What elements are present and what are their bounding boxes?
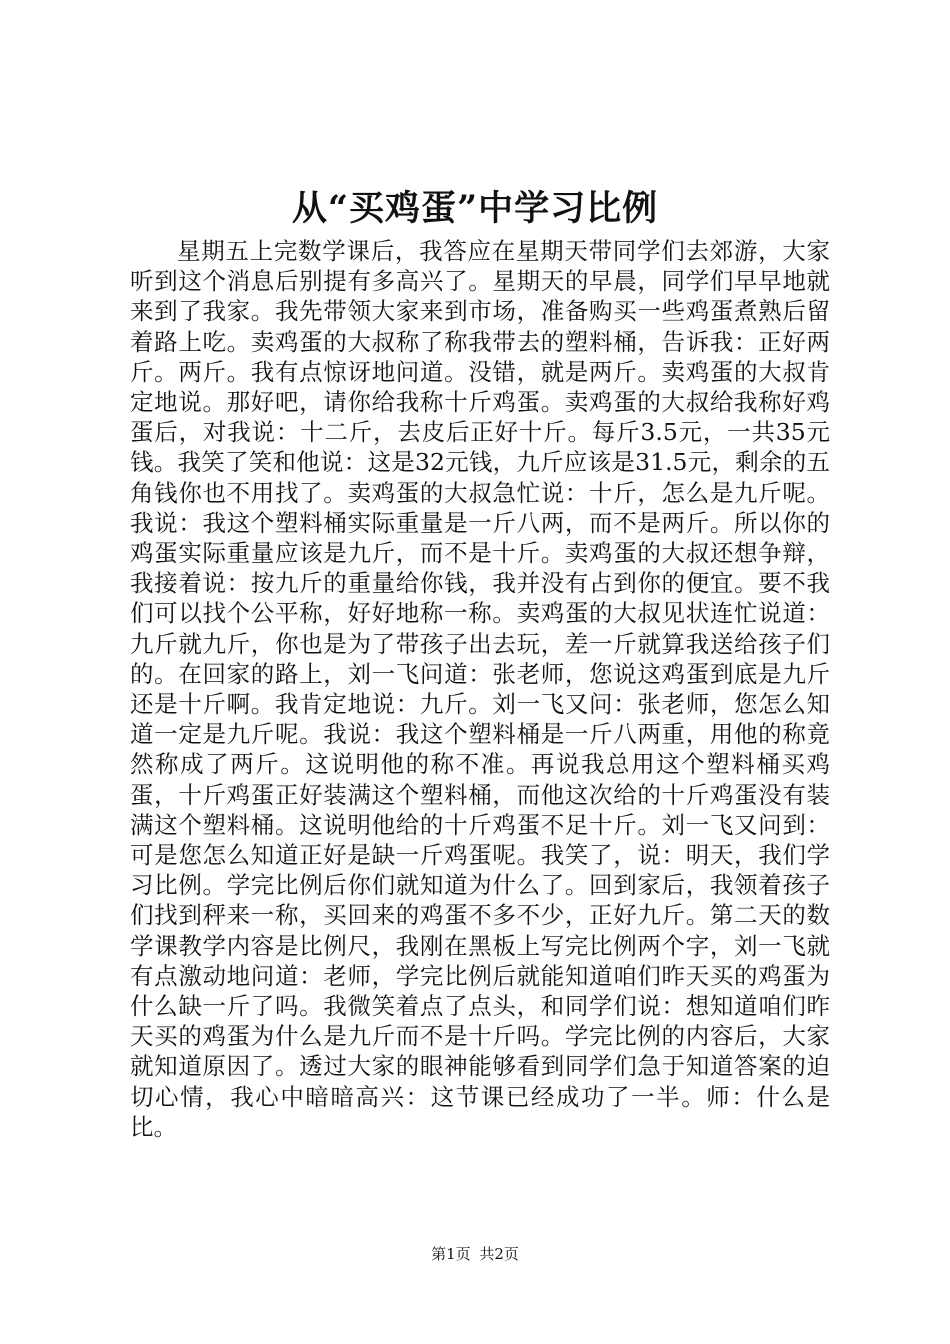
document-title: 从“买鸡蛋”中学习比例 (291, 188, 659, 229)
document-body-paragraph: 星期五上完数学课后，我答应在星期天带同学们去郊游，大家听到这个消息后别提有多高兴了。星期天的早晨，同学们早早地就来到了我家。我先带领大家来到市场，准备购买一些鸡蛋煮熟后留着路上吃。卖鸡蛋的大叔称了称我带去的塑料桶，告诉我：正好两斤。两斤。我有点惊讶地问道。没错，就是两斤。卖鸡蛋的大叔肯定地说。那好吧，请你给我称十斤鸡蛋。卖鸡蛋的大叔给我称好鸡蛋后，对我说：十二斤，去皮后正好十斤。每斤3.5元，一共35元钱。我笑了笑和他说：这是32元钱，九斤应该是31.5元，剩余的五角钱你也不用找了。卖鸡蛋的大叔急忙说：十斤，怎么是九斤呢。我说：我这个塑料桶实际重量是一斤八两，而不是两斤。所以你的鸡蛋实际重量应该是九斤，而不是十斤。卖鸡蛋的大叔还想争辩，我接着说：按九斤的重量给你钱，我并没有占到你的便宜。要不我们可以找个公平称，好好地称一称。卖鸡蛋的大叔见状连忙说道：九斤就九斤，你也是为了带孩子出去玩，差一斤就算我送给孩子们的。在回家的路上，刘一飞问道：张老师，您说这鸡蛋到底是九斤还是十斤啊。我肯定地说：九斤。刘一飞又问：张老师，您怎么知道一定是九斤呢。我说：我这个塑料桶是一斤八两重，用他的称竟然称成了两斤。这说明他的称不准。再说我总用这个塑料桶买鸡蛋，十斤鸡蛋正好装满这个塑料桶，而他这次给的十斤鸡蛋没有装满这个塑料桶。这说明他给的十斤鸡蛋不足十斤。刘一飞又问到：可是您怎么知道正好是缺一斤鸡蛋呢。我笑了，说：明天，我们学习比例。学完比例后你们就知道为什么了。回到家后，我领着孩子们找到秤来一称，买回来的鸡蛋不多不少，正好九斤。第二天的数学课教学内容是比例尺，我刚在黑板上写完比例两个字，刘一飞就有点激动地问道：老师，学完比例后就能知道咱们昨天买的鸡蛋为什么缺一斤了吗。我微笑着点了点头，和同学们说：想知道咱们昨天买的鸡蛋为什么是九斤而不是十斤吗。学完比例的内容后，大家就知道原因了。透过大家的眼神能够看到同学们急于知道答案的迫切心情，我心中暗暗高兴：这节课已经成功了一半。师：什么是比。 (130, 237, 830, 1141)
page-number-total: 共2页 (479, 1245, 519, 1263)
page-footer (0, 1244, 950, 1264)
page-number-current: 第1页 (431, 1245, 471, 1263)
